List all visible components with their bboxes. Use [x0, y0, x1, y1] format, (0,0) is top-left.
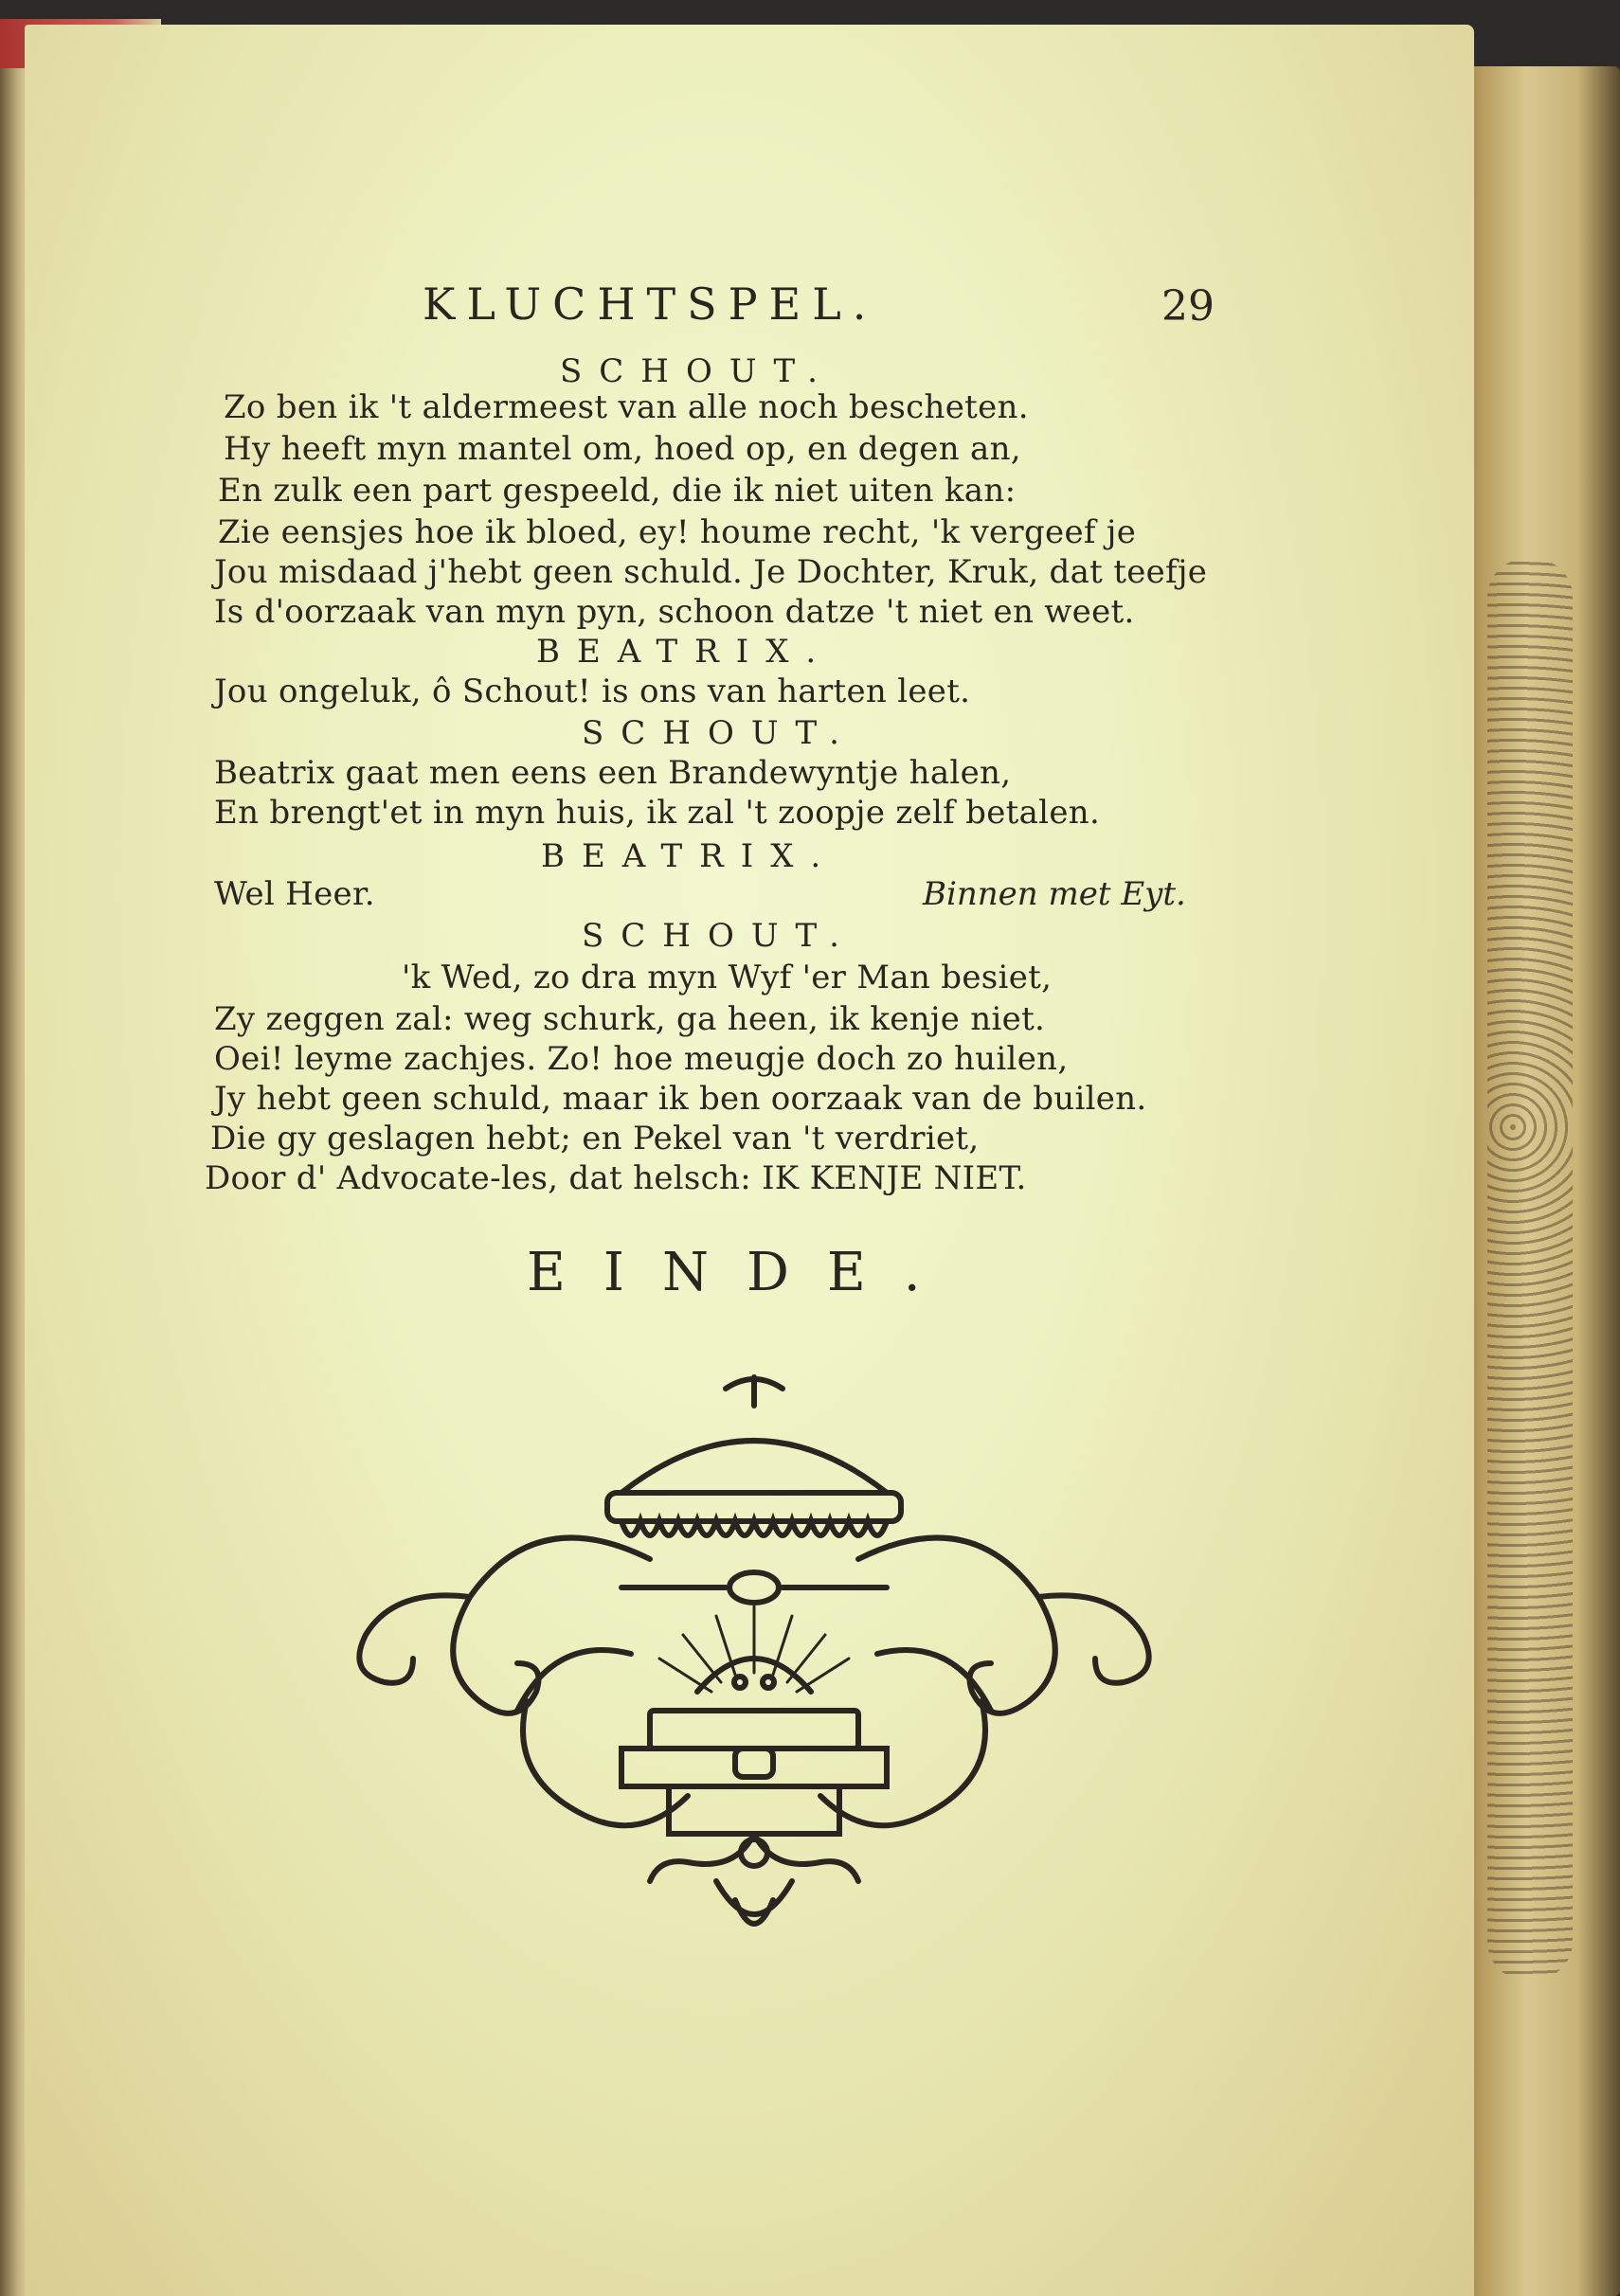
running-title: KLUCHTSPEL. [423, 278, 878, 330]
verse-line: Is d'oorzaak van myn pyn, schoon datze 't niet en weet. [214, 593, 1135, 631]
speaker-name: SCHOUT. [560, 352, 835, 390]
verse-line: Door d' Advocate-les, dat helsch: IK KENJE NIET. [205, 1159, 1027, 1197]
speaker-name: BEATRIX. [536, 633, 834, 671]
verse-line: Die gy geslagen hebt; en Pekel van 't verdriet, [210, 1120, 980, 1157]
ending-title: EINDE. [527, 1242, 959, 1303]
verse-line: Zo ben ik 't aldermeest van alle noch bescheten. [224, 388, 1029, 426]
stage-direction: Binnen met Eyt. [923, 875, 1186, 913]
verse-line: 'k Wed, zo dra myn Wyf 'er Man besiet, [402, 959, 1053, 996]
speaker-name: SCHOUT. [582, 714, 856, 752]
verse-line: Wel Heer. [214, 875, 375, 913]
back-cover [1449, 66, 1620, 2296]
baroque-sun-cartouche-icon [337, 1370, 1171, 1957]
speaker-name: BEATRIX. [541, 837, 838, 875]
page-number: 29 [1161, 282, 1215, 331]
verse-line: Hy heeft myn mantel om, hoed op, en degen an, [224, 430, 1021, 468]
verse-line: En zulk een part gespeeld, die ik niet uiten kan: [218, 472, 1017, 510]
book-page [25, 25, 1474, 2296]
verse-line: Jou ongeluk, ô Schout! is ons van harten leet. [214, 673, 971, 710]
verse-line: Jy hebt geen schuld, maar ik ben oorzaak van de builen. [214, 1080, 1147, 1118]
verse-line: Zie eensjes hoe ik bloed, ey! houme recht, 'k vergeef je [218, 513, 1137, 551]
speaker-name: SCHOUT. [582, 917, 856, 955]
verse-line: Zy zeggen zal: weg schurk, ga heen, ik kenje niet. [214, 1000, 1046, 1038]
verse-line: En brengt'et in myn huis, ik zal 't zoopje zelf betalen. [214, 794, 1101, 832]
verse-line: Oei! leyme zachjes. Zo! hoe meugje doch zo huilen, [214, 1040, 1069, 1078]
verse-line: Beatrix gaat men eens een Brandewyntje halen, [214, 754, 1012, 792]
foxing-stain [1487, 559, 1573, 1980]
verse-line: Jou misdaad j'hebt geen schuld. Je Dochter, Kruk, dat teefje [214, 553, 1208, 591]
